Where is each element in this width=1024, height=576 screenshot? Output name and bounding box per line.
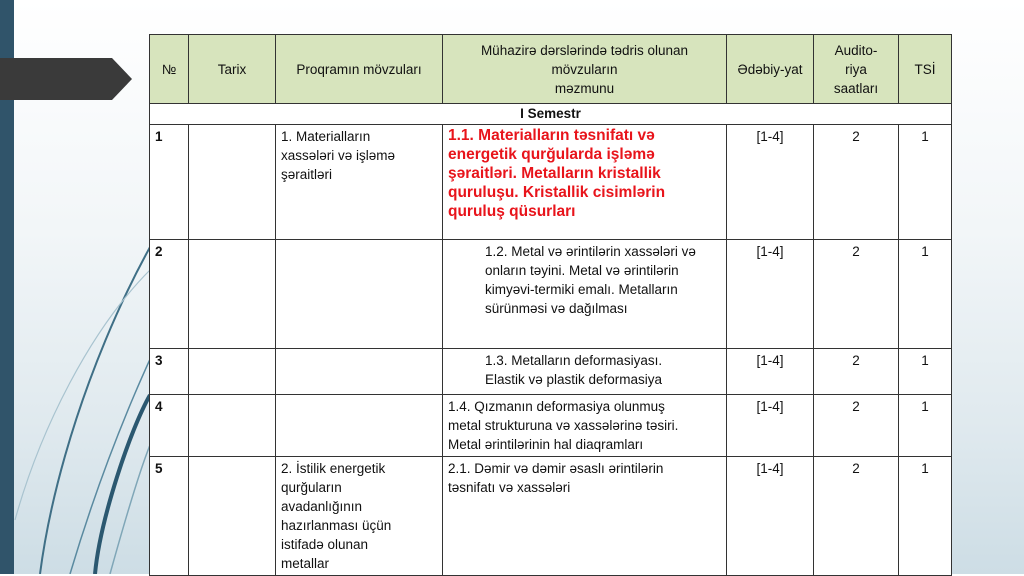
table-row — [150, 240, 952, 349]
row-date — [189, 457, 276, 576]
row-number: 3 — [150, 349, 189, 395]
program-line: istifadə olunan — [281, 537, 369, 552]
content-line: quruluşu. Kristallik cisimlərin — [448, 184, 666, 201]
col-content-header — [443, 35, 727, 104]
row-tsi: 1 — [899, 457, 952, 576]
content-line: onların təyini. Metal və ərintilərin — [485, 263, 679, 278]
row-literature: [1-4] — [727, 457, 814, 576]
program-line: xassələri və işləmə — [281, 148, 396, 163]
col-literature-header: Ədəbiy-yat — [727, 35, 814, 104]
content-line: 2.1. Dəmir və dəmir əsaslı ərintilərin — [448, 461, 664, 476]
table-row — [150, 395, 952, 457]
arrow-shape — [0, 58, 132, 100]
deco-line-4 — [110, 445, 150, 574]
table-row — [150, 125, 952, 240]
row-auditorium-hours: 2 — [814, 457, 899, 576]
row-content — [443, 349, 727, 395]
row-date — [189, 240, 276, 349]
table-row — [150, 349, 952, 395]
content-header-line-1: Mühazirə dərslərində tədris olunan — [480, 42, 689, 58]
content-line: metal strukturuna və xassələrinə təsiri. — [448, 418, 679, 433]
content-line: Metal ərintilərinin hal diaqramları — [448, 437, 644, 452]
program-line: qurğuların — [281, 480, 342, 495]
col-tsi-header: TSİ — [899, 35, 952, 104]
row-literature: [1-4] — [727, 125, 814, 240]
row-program — [276, 240, 443, 349]
aud-header-line-2: riya — [845, 61, 867, 77]
content-line: 1.4. Qızmanın deformasiya olunmuş — [448, 399, 665, 414]
table-row — [150, 457, 952, 576]
col-date-header: Tarix — [189, 35, 276, 104]
content-line: energetik qurğularda işləmə — [448, 146, 655, 163]
row-number: 5 — [150, 457, 189, 576]
row-literature: [1-4] — [727, 349, 814, 395]
row-tsi: 1 — [899, 240, 952, 349]
content-line: təsnifatı və xassələri — [448, 480, 571, 495]
curriculum-table — [149, 34, 952, 576]
aud-header-line-3: saatları — [833, 80, 879, 96]
row-program — [276, 349, 443, 395]
content-line: sürünməsi və dağılması — [485, 301, 628, 316]
program-line: 1. Materialların — [281, 129, 371, 144]
row-literature: [1-4] — [727, 395, 814, 457]
col-auditorium-header — [814, 35, 899, 104]
row-auditorium-hours: 2 — [814, 395, 899, 457]
content-line: 1.2. Metal və ərintilərin xassələri və — [485, 244, 696, 259]
row-date — [189, 395, 276, 457]
content-line: kimyəvi-termiki emalı. Metalların — [485, 282, 678, 297]
col-program-header: Proqramın mövzuları — [276, 35, 443, 104]
row-program — [276, 125, 443, 240]
row-tsi: 1 — [899, 349, 952, 395]
row-number: 4 — [150, 395, 189, 457]
content-line: 1.3. Metalların deformasiyası. — [485, 353, 663, 368]
row-auditorium-hours: 2 — [814, 349, 899, 395]
program-line: şəraitləri — [281, 167, 333, 182]
row-number: 1 — [150, 125, 189, 240]
content-header-line-2: mövzuların — [551, 61, 618, 77]
semester-label: I Semestr — [150, 104, 952, 125]
row-content — [443, 395, 727, 457]
row-content-highlighted — [443, 125, 727, 240]
row-date — [189, 349, 276, 395]
semester-row — [150, 104, 952, 125]
row-program — [276, 457, 443, 576]
content-line: şəraitləri. Metalların kristallik — [448, 165, 661, 182]
col-no-header: № — [150, 35, 189, 104]
row-tsi: 1 — [899, 125, 952, 240]
program-line: metallar — [281, 556, 330, 571]
row-content — [443, 240, 727, 349]
row-tsi: 1 — [899, 395, 952, 457]
row-number: 2 — [150, 240, 189, 349]
program-line: avadanlığının — [281, 499, 363, 514]
aud-header-line-1: Audito- — [834, 42, 878, 58]
row-literature: [1-4] — [727, 240, 814, 349]
content-line: quruluş qüsurları — [448, 203, 576, 220]
row-auditorium-hours: 2 — [814, 240, 899, 349]
program-line: hazırlanması üçün — [281, 518, 392, 533]
row-date — [189, 125, 276, 240]
content-header-line-3: məzmunu — [554, 80, 615, 96]
deco-line-5 — [15, 270, 150, 520]
content-line: 1.1. Materialların təsnifatı və — [448, 127, 655, 144]
row-program — [276, 395, 443, 457]
row-content — [443, 457, 727, 576]
header-row — [150, 35, 952, 104]
program-line: 2. İstilik energetik — [281, 461, 386, 476]
content-line: Elastik və plastik deformasiya — [485, 372, 663, 387]
row-auditorium-hours: 2 — [814, 125, 899, 240]
